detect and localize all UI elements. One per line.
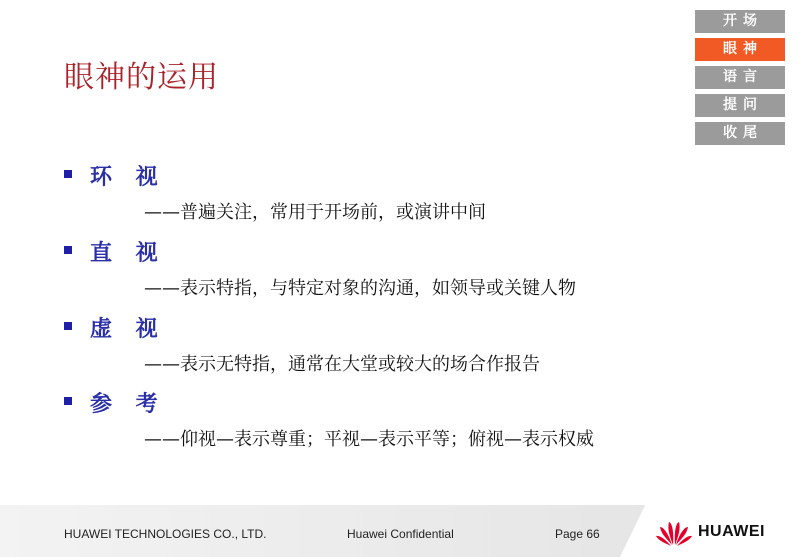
nav-item-language[interactable]: 语言 — [695, 66, 785, 89]
section-heading: 虚 视 — [90, 317, 166, 342]
huawei-flower-icon — [656, 519, 692, 547]
footer-confidential: Huawei Confidential — [347, 527, 454, 541]
nav-item-closing[interactable]: 收尾 — [695, 122, 785, 145]
section-description: ——表示特指，与特定对象的沟通，如领导或关键人物 — [144, 278, 576, 299]
section-heading: 直 视 — [90, 241, 166, 266]
bullet-icon — [64, 397, 72, 405]
section-description: ——仰视—表示尊重；平视—表示平等；俯视—表示权威 — [144, 429, 594, 450]
section-nav — [695, 10, 785, 150]
bullet-icon — [64, 246, 72, 254]
page-title: 眼神的运用 — [64, 60, 219, 95]
huawei-logo — [656, 519, 786, 547]
section-heading: 参 考 — [90, 392, 166, 417]
page-number: Page 66 — [555, 527, 600, 541]
section-description: ——普遍关注，常用于开场前，或演讲中间 — [144, 202, 486, 223]
nav-item-opening[interactable]: 开场 — [695, 10, 785, 33]
nav-item-questions[interactable]: 提问 — [695, 94, 785, 117]
bullet-icon — [64, 170, 72, 178]
section-description: ——表示无特指，通常在大堂或较大的场合作报告 — [144, 354, 540, 375]
footer-company: HUAWEI TECHNOLOGIES CO., LTD. — [64, 527, 267, 541]
logo-wordmark: HUAWEI — [698, 523, 765, 540]
bullet-icon — [64, 322, 72, 330]
section-heading: 环 视 — [90, 165, 166, 190]
nav-item-eye-contact[interactable]: 眼神 — [695, 38, 785, 61]
